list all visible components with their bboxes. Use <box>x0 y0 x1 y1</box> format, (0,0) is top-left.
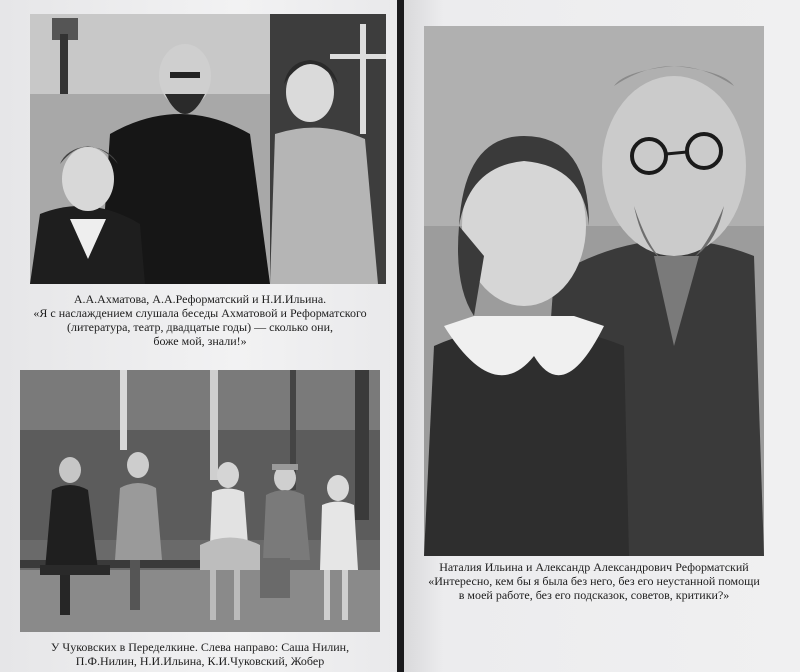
caption-portrait-line1: Наталия Ильина и Александр Александрович Реформатский <box>439 560 749 574</box>
caption-portrait <box>414 560 774 602</box>
caption-portrait-line3: в моей работе, без его подсказок, советов, критики?» <box>458 588 730 602</box>
caption-photo1-line3: (литература, театр, двадцатые годы) — сколько они, <box>67 320 333 334</box>
caption-portrait-line2: «Интересно, кем бы я была без него, без его неустанной помощи <box>428 574 760 588</box>
caption-photo1-line4: боже мой, знали!» <box>153 334 247 348</box>
caption-photo2 <box>20 640 380 668</box>
photo-peredelkino-group <box>20 370 380 632</box>
photo-ilyina-reformatsky-portrait <box>424 26 764 556</box>
photo-akhmatova-reformatsky-ilyina <box>30 14 386 284</box>
caption-photo2-line1: У Чуковских в Переделкине. Слева направо: Саша Нилин, <box>50 640 350 654</box>
caption-photo1-line1: А.А.Ахматова, А.А.Реформатский и Н.И.Ильина. <box>73 292 327 306</box>
book-gutter <box>397 0 404 672</box>
left-page <box>0 0 397 672</box>
right-page <box>404 0 800 672</box>
caption-photo1 <box>20 292 380 348</box>
caption-photo1-line2: «Я с наслаждением слушала беседы Ахматовой и Реформатского <box>33 306 367 320</box>
caption-photo2-line2: П.Ф.Нилин, Н.И.Ильина, К.И.Чуковский, Жобер <box>75 654 325 668</box>
